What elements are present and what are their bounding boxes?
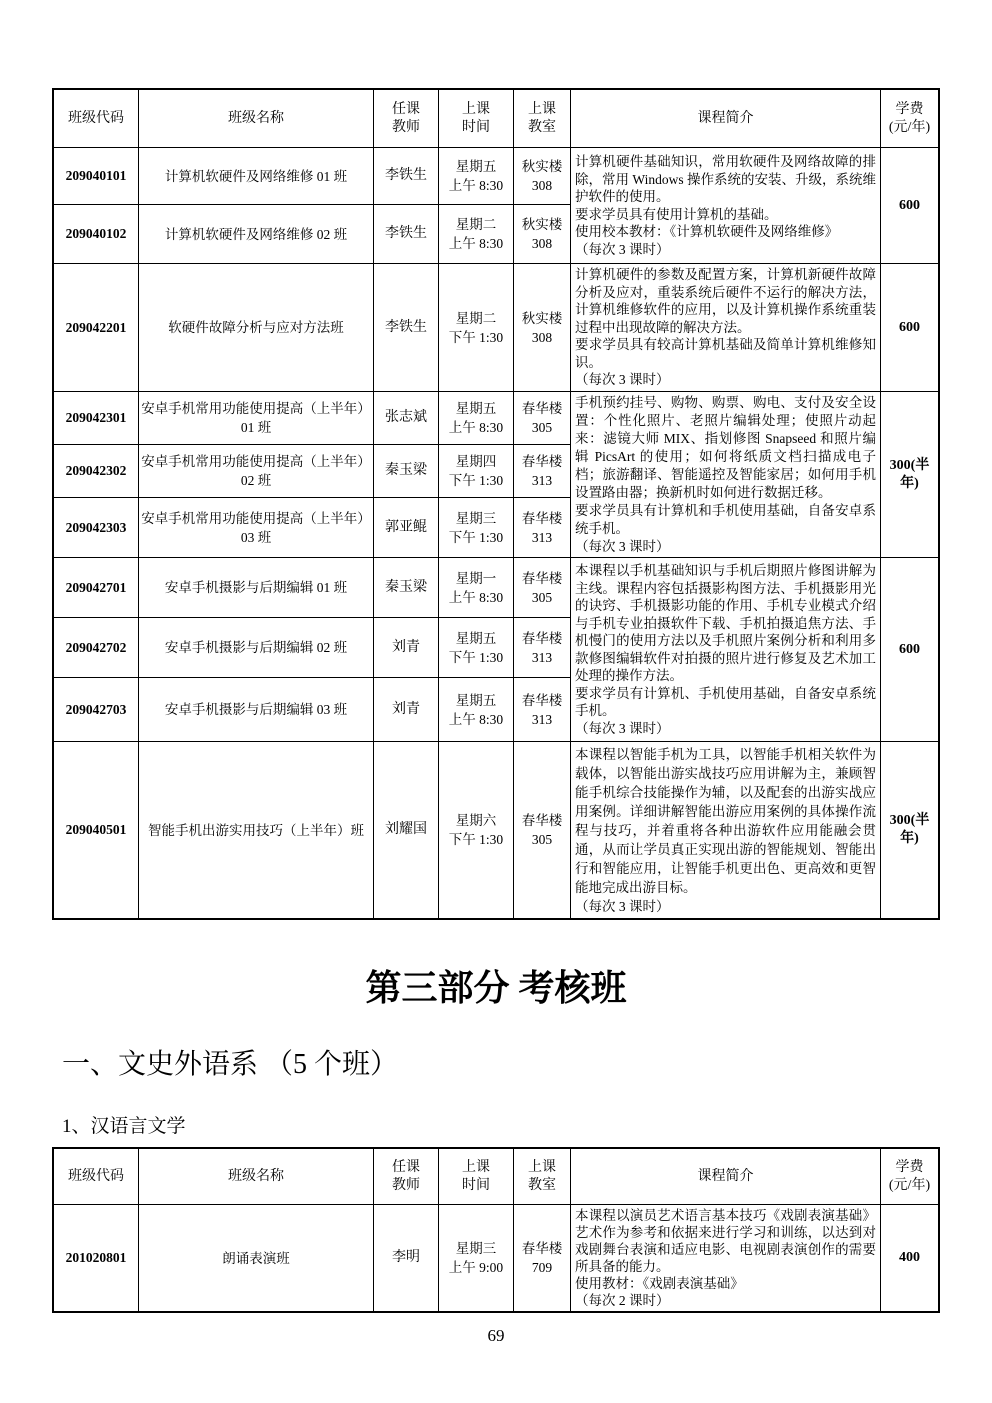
classroom (514, 445, 570, 497)
header-class-name-line: 班级名称 (228, 1168, 284, 1184)
course-intro-paragraph: 要求学员具有较高计算机基础及简单计算机维修知识。 (575, 337, 876, 370)
class-name: 安卓手机摄影与后期编辑 03 班 (139, 678, 373, 741)
classroom (514, 392, 570, 444)
class-hour: 下午 1:30 (448, 832, 504, 847)
header-class-code (54, 90, 138, 147)
header-classroom (514, 90, 570, 147)
header-class-time (439, 1149, 513, 1204)
header-classroom-line: 教室 (528, 1177, 556, 1193)
classroom (514, 1205, 570, 1311)
class-code: 201020801 (54, 1205, 138, 1311)
course-table-computer (52, 88, 940, 920)
course-table-chinese-literature (52, 1147, 940, 1313)
course-intro (571, 148, 880, 263)
header-tuition-fee-line: 学费 (895, 1159, 924, 1175)
class-hour: 下午 1:30 (448, 649, 504, 665)
header-tuition-fee-line: (元/年) (888, 119, 931, 135)
tuition-fee: 600 (881, 148, 938, 263)
class-weekday: 星期五 (455, 401, 497, 416)
classroom-number: 313 (531, 473, 553, 488)
header-teacher-line: 任课 (392, 1159, 420, 1175)
classroom-building: 秋实楼 (521, 159, 563, 174)
header-class-time-line: 上课 (462, 101, 490, 117)
class-hour: 上午 8:30 (448, 711, 504, 727)
header-class-time-line: 上课 (462, 1159, 490, 1175)
class-hour: 上午 8:30 (448, 589, 504, 605)
teacher-name: 秦玉梁 (374, 445, 438, 497)
class-weekday: 星期五 (455, 692, 497, 708)
header-teacher-line: 教师 (392, 119, 420, 135)
class-code: 209040101 (54, 148, 138, 204)
classroom-number: 308 (531, 329, 553, 345)
class-name: 安卓手机常用功能使用提高（上半年）02 班 (139, 445, 373, 497)
teacher-name: 郭亚鲲 (374, 498, 438, 557)
classroom-building: 春华楼 (521, 570, 563, 586)
page-number: 69 (487, 1326, 505, 1345)
class-weekday: 星期六 (455, 813, 497, 828)
class-time (439, 148, 513, 204)
course-intro-paragraph: （每次 3 课时） (575, 898, 670, 914)
class-weekday: 星期三 (455, 510, 497, 526)
class-weekday: 星期五 (455, 630, 497, 646)
header-course-intro-line: 课程简介 (697, 1168, 754, 1184)
classroom-number: 305 (531, 832, 553, 847)
subject-heading: 1、汉语言文学 (62, 1116, 186, 1137)
classroom (514, 498, 570, 557)
class-time (439, 678, 513, 741)
class-time (439, 618, 513, 677)
class-code: 209042303 (54, 498, 138, 557)
course-intro (571, 392, 880, 557)
classroom-building: 春华楼 (521, 630, 563, 646)
class-hour: 上午 8:30 (448, 178, 504, 193)
header-classroom-line: 上课 (528, 101, 556, 117)
classroom (514, 264, 570, 391)
classroom (514, 678, 570, 741)
header-class-code (54, 1149, 138, 1204)
header-class-time (439, 90, 513, 147)
class-code: 209040501 (54, 742, 138, 918)
teacher-name: 李铁生 (374, 148, 438, 204)
teacher-name: 刘耀国 (374, 742, 438, 918)
classroom (514, 742, 570, 918)
header-class-name (139, 90, 373, 147)
class-hour: 下午 1:30 (448, 329, 504, 345)
class-hour: 上午 8:30 (448, 236, 504, 251)
header-classroom-line: 教室 (528, 119, 556, 135)
class-time (439, 742, 513, 918)
class-code: 209042201 (54, 264, 138, 391)
classroom (514, 618, 570, 677)
classroom-number: 308 (531, 236, 553, 251)
header-class-name-line: 班级名称 (228, 110, 284, 126)
course-intro-paragraph: 要求学员具有使用计算机的基础。 (575, 206, 778, 222)
class-code: 209042703 (54, 678, 138, 741)
classroom-building: 春华楼 (521, 401, 563, 416)
section-title: 第三部分 考核班 (365, 968, 627, 1008)
header-teacher-line: 教师 (392, 1177, 420, 1193)
class-hour: 上午 9:00 (448, 1260, 504, 1275)
classroom (514, 205, 570, 263)
class-time (439, 205, 513, 263)
header-teacher-line: 任课 (392, 101, 420, 117)
tuition-fee: 600 (881, 558, 938, 741)
teacher-name: 张志斌 (374, 392, 438, 444)
class-weekday: 星期一 (455, 570, 497, 586)
course-intro-paragraph: （每次 2 课时） (575, 1293, 670, 1308)
class-time (439, 445, 513, 497)
teacher-name: 刘青 (374, 678, 438, 741)
header-tuition-fee-line: 学费 (895, 101, 924, 117)
course-intro (571, 558, 880, 741)
class-weekday: 星期五 (455, 159, 497, 174)
classroom-building: 春华楼 (521, 1241, 563, 1256)
tuition-fee: 600 (881, 264, 938, 391)
class-name: 安卓手机摄影与后期编辑 01 班 (139, 558, 373, 617)
header-class-name (139, 1149, 373, 1204)
classroom-building: 春华楼 (521, 510, 563, 526)
course-intro-paragraph: （每次 3 课时） (575, 241, 670, 257)
course-intro-paragraph: 手机预约挂号、购物、购票、购电、支付及安全设置：个性化照片、老照片编辑处理；使照片动起来：滤镜大师 MIX、指划修图 Snapseed 和照片编辑 PicsArt 的使用；如何将纸质文档扫描成电子档；旅游翻译、智能遥控及智能家居；如何用手机设置路由器；换新机时如何进行数据迁移。 (575, 394, 876, 500)
class-time (439, 1205, 513, 1311)
class-hour: 下午 1:30 (448, 529, 504, 545)
header-tuition-fee (881, 1149, 938, 1204)
class-name: 软硬件故障分析与应对方法班 (139, 264, 373, 391)
header-teacher (374, 1149, 438, 1204)
class-time (439, 498, 513, 557)
teacher-name: 李铁生 (374, 264, 438, 391)
classroom-number: 709 (531, 1260, 553, 1275)
class-weekday: 星期三 (455, 1241, 497, 1256)
classroom (514, 148, 570, 204)
tuition-fee: 300(半年) (881, 392, 938, 557)
header-class-code-line: 班级代码 (68, 110, 124, 126)
header-tuition-fee (881, 90, 938, 147)
header-classroom (514, 1149, 570, 1204)
header-classroom-line: 上课 (528, 1159, 556, 1175)
class-name: 计算机软硬件及网络维修 02 班 (139, 205, 373, 263)
classroom-number: 313 (531, 649, 553, 665)
class-weekday: 星期二 (455, 217, 497, 232)
classroom-building: 春华楼 (521, 813, 563, 828)
course-intro (571, 1205, 880, 1311)
classroom-building: 秋实楼 (521, 310, 563, 326)
course-intro (571, 264, 880, 391)
classroom-building: 春华楼 (521, 692, 563, 708)
class-name: 安卓手机常用功能使用提高（上半年）01 班 (139, 392, 373, 444)
course-intro-paragraph: 要求学员有计算机、手机使用基础，自备安卓系统手机。 (575, 685, 876, 718)
classroom (514, 558, 570, 617)
header-class-time-line: 时间 (462, 1177, 490, 1193)
class-weekday: 星期二 (455, 310, 497, 326)
class-hour: 上午 8:30 (448, 420, 504, 435)
class-name: 智能手机出游实用技巧（上半年）班 (139, 742, 373, 918)
course-intro-paragraph: （每次 3 课时） (575, 372, 670, 388)
tuition-fee: 400 (881, 1205, 938, 1311)
class-weekday: 星期四 (455, 454, 497, 469)
header-class-code-line: 班级代码 (68, 1168, 124, 1184)
course-intro-paragraph: 本课程以智能手机为工具，以智能手机相关软件为载体，以智能出游实战技巧应用讲解为主，兼顾智能手机综合技能操作为辅，以及配套的出游实战应用案例。详细讲解智能出游应用案例的具体操作流程与技巧，并着重将各种出游软件应用能融会贯通，从而让学员真正实现出游的智能规划、智能出行和智能应用，让智能手机更出色、更高效和更智能地完成出游目标。 (575, 746, 876, 895)
teacher-name: 李明 (374, 1205, 438, 1311)
teacher-name: 刘青 (374, 618, 438, 677)
class-name: 朗诵表演班 (139, 1205, 373, 1311)
course-intro-paragraph: （每次 3 课时） (575, 720, 670, 736)
teacher-name: 秦玉梁 (374, 558, 438, 617)
course-intro-paragraph: 本课程以演员艺术语言基本技巧《戏剧表演基础》艺术作为参考和依据来进行学习和训练，以达到对戏剧舞台表演和适应电影、电视剧表演创作的需要所具备的能力。 (575, 1208, 876, 1274)
department-heading: 一、文史外语系 （5 个班） (62, 1049, 399, 1080)
classroom-number: 308 (531, 178, 553, 193)
class-code: 209042702 (54, 618, 138, 677)
class-code: 209042701 (54, 558, 138, 617)
classroom-building: 春华楼 (521, 454, 563, 469)
course-intro-paragraph: 计算机硬件基础知识，常用软硬件及网络故障的排除，常用 Windows 操作系统的安装、升级，系统维护软件的使用。 (575, 154, 876, 204)
header-teacher (374, 90, 438, 147)
class-time (439, 392, 513, 444)
course-intro-paragraph: 使用教材：《戏剧表演基础》 (575, 1276, 744, 1291)
teacher-name: 李铁生 (374, 205, 438, 263)
tuition-fee: 300(半年) (881, 742, 938, 918)
header-course-intro-line: 课程简介 (697, 110, 754, 126)
header-course-intro (571, 1149, 880, 1204)
classroom-building: 秋实楼 (521, 217, 563, 232)
course-intro-paragraph: 计算机硬件的参数及配置方案，计算机新硬件故障分析及应对，重装系统后硬件不运行的解决方法，计算机维修软件的应用，以及计算机操作系统重装过程中出现故障的解决方法。 (575, 267, 876, 335)
classroom-number: 313 (531, 711, 553, 727)
course-intro-paragraph: 本课程以手机基础知识与手机后期照片修图讲解为主线。课程内容包括摄影构图方法、手机摄影用光的诀窍、手机摄影功能的作用、手机专业模式介绍与手机专业拍摄软件下载、手机拍摄追焦方法、手机慢门的使用方法以及手机照片案例分析和利用多款修图编辑软件对拍摄的照片进行修复及艺术加工处理的操作方法。 (575, 563, 876, 683)
header-class-time-line: 时间 (462, 119, 490, 135)
course-intro-paragraph: 使用校本教材：《计算机软硬件及网络维修》 (575, 224, 839, 239)
class-code: 209042302 (54, 445, 138, 497)
class-hour: 下午 1:30 (448, 473, 504, 488)
class-name: 安卓手机摄影与后期编辑 02 班 (139, 618, 373, 677)
classroom-number: 313 (531, 529, 553, 545)
classroom-number: 305 (531, 420, 553, 435)
classroom-number: 305 (531, 589, 553, 605)
header-course-intro (571, 90, 880, 147)
class-name: 计算机软硬件及网络维修 01 班 (139, 148, 373, 204)
class-name: 安卓手机常用功能使用提高（上半年）03 班 (139, 498, 373, 557)
course-intro-paragraph: 要求学员具有计算机和手机使用基础，自备安卓系统手机。 (575, 502, 876, 536)
course-intro (571, 742, 880, 918)
header-tuition-fee-line: (元/年) (888, 1177, 931, 1193)
course-intro-paragraph: （每次 3 课时） (575, 538, 670, 554)
class-time (439, 558, 513, 617)
class-code: 209040102 (54, 205, 138, 263)
class-code: 209042301 (54, 392, 138, 444)
class-time (439, 264, 513, 391)
